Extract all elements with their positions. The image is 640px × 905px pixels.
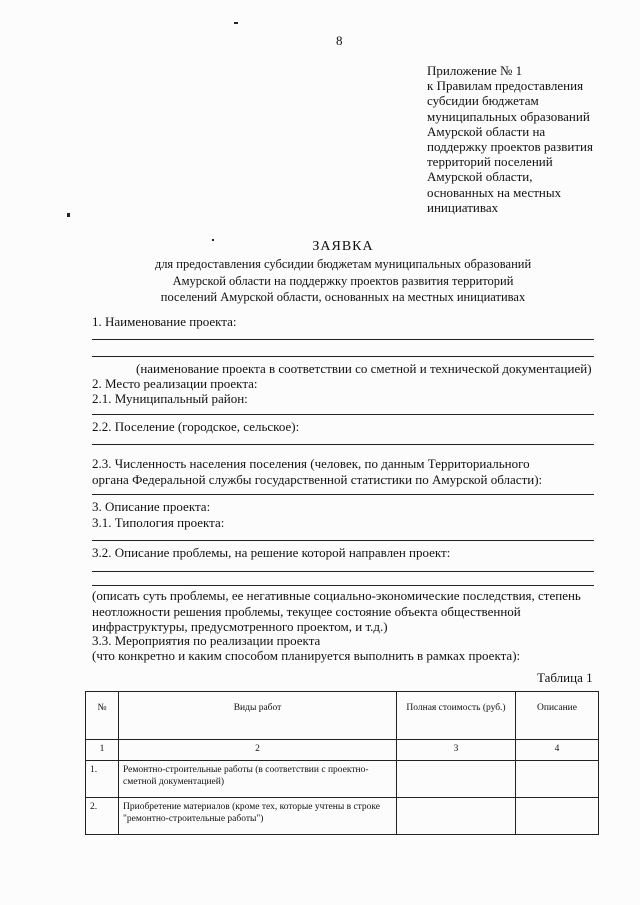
appendix-line: Амурской области на (427, 123, 546, 139)
table-row (86, 798, 599, 835)
hint-problem-1: (описать суть проблемы, ее негативные социально-экономические последствия, степень (92, 588, 581, 603)
field-line (92, 356, 594, 357)
col-header-number: № (86, 692, 119, 740)
col-header-works: Виды работ (119, 692, 397, 740)
row-work-type: Приобретение материалов (кроме тех, которые учтены в строке "ремонтно-строительные работы") (119, 798, 397, 835)
hint-problem-3: инфраструктуры, предусмотренного проектом, и т.д.) (92, 619, 388, 634)
document-title: ЗАЯВКА (312, 239, 374, 254)
field-line (92, 414, 594, 415)
index-cell: 2 (119, 740, 397, 761)
label-description: 3. Описание проекта: (92, 499, 211, 514)
appendix-line: территорий поселений (427, 154, 553, 170)
index-cell: 3 (397, 740, 516, 761)
appendix-line: Приложение № 1 (427, 63, 523, 78)
label-location: 2. Место реализации проекта: (92, 376, 258, 391)
hint-activities: (что конкретно и каким способом планируется выполнить в рамках проекта): (92, 648, 521, 663)
label-project-name: 1. Наименование проекта: (92, 314, 237, 329)
label-settlement: 2.2. Поселение (городское, сельское): (92, 419, 300, 434)
appendix-note (427, 63, 627, 215)
index-cell: 4 (516, 740, 599, 761)
hint-project-name: (наименование проекта в соответствии со сметной и технической документацией) (136, 361, 592, 376)
field-line (92, 444, 594, 445)
appendix-line: инициативах (427, 199, 499, 215)
page-number: 8 (336, 33, 343, 48)
label-population-2: органа Федеральной службы государственной статистики по Амурской области): (92, 472, 543, 487)
table-caption: Таблица 1 (537, 670, 593, 685)
appendix-line: поддержку проектов развития (427, 139, 593, 155)
scan-mark (234, 22, 238, 24)
row-work-type: Ремонтно-строительные работы (в соответствии с проектно-сметной документацией) (119, 761, 397, 798)
appendix-line: муниципальных образований (427, 108, 590, 124)
subtitle-line: для предоставления субсидии бюджетам муниципальных образований (154, 257, 532, 271)
table-header-row (86, 692, 599, 740)
row-number: 2. (86, 798, 119, 835)
col-header-description: Описание (516, 692, 599, 740)
row-description[interactable] (516, 798, 599, 835)
scan-mark (67, 213, 70, 217)
label-municipal-district: 2.1. Муниципальный район: (92, 391, 248, 406)
label-typology: 3.1. Типология проекта: (92, 515, 225, 530)
field-line (92, 339, 594, 340)
document-subtitle (0, 256, 640, 306)
hint-problem-2: неотложности решения проблемы, текущее состояние объекта общественной (92, 604, 521, 619)
field-line (92, 571, 594, 572)
label-population-1: 2.3. Численность населения поселения (человек, по данным Территориального (92, 456, 530, 471)
works-table (85, 691, 599, 835)
index-cell: 1 (86, 740, 119, 761)
subtitle-line: поселений Амурской области, основанных на местных инициативах (160, 290, 526, 304)
appendix-line: Амурской области, (427, 169, 533, 185)
field-line (92, 494, 594, 495)
appendix-line: к Правилам предоставления (427, 78, 584, 94)
appendix-line: субсидии бюджетам (427, 93, 539, 109)
field-line (92, 540, 594, 541)
row-number: 1. (86, 761, 119, 798)
table-row (86, 761, 599, 798)
row-cost[interactable] (397, 798, 516, 835)
row-cost[interactable] (397, 761, 516, 798)
appendix-line: основанных на местных (427, 184, 562, 200)
label-activities: 3.3. Мероприятия по реализации проекта (92, 633, 321, 648)
row-description[interactable] (516, 761, 599, 798)
subtitle-line: Амурской области на поддержку проектов развития территорий (172, 273, 514, 288)
label-problem: 3.2. Описание проблемы, на решение которой направлен проект: (92, 545, 451, 560)
table-index-row (86, 740, 599, 761)
col-header-cost: Полная стоимость (руб.) (397, 692, 516, 740)
scan-mark (212, 239, 214, 241)
field-line (92, 585, 594, 586)
